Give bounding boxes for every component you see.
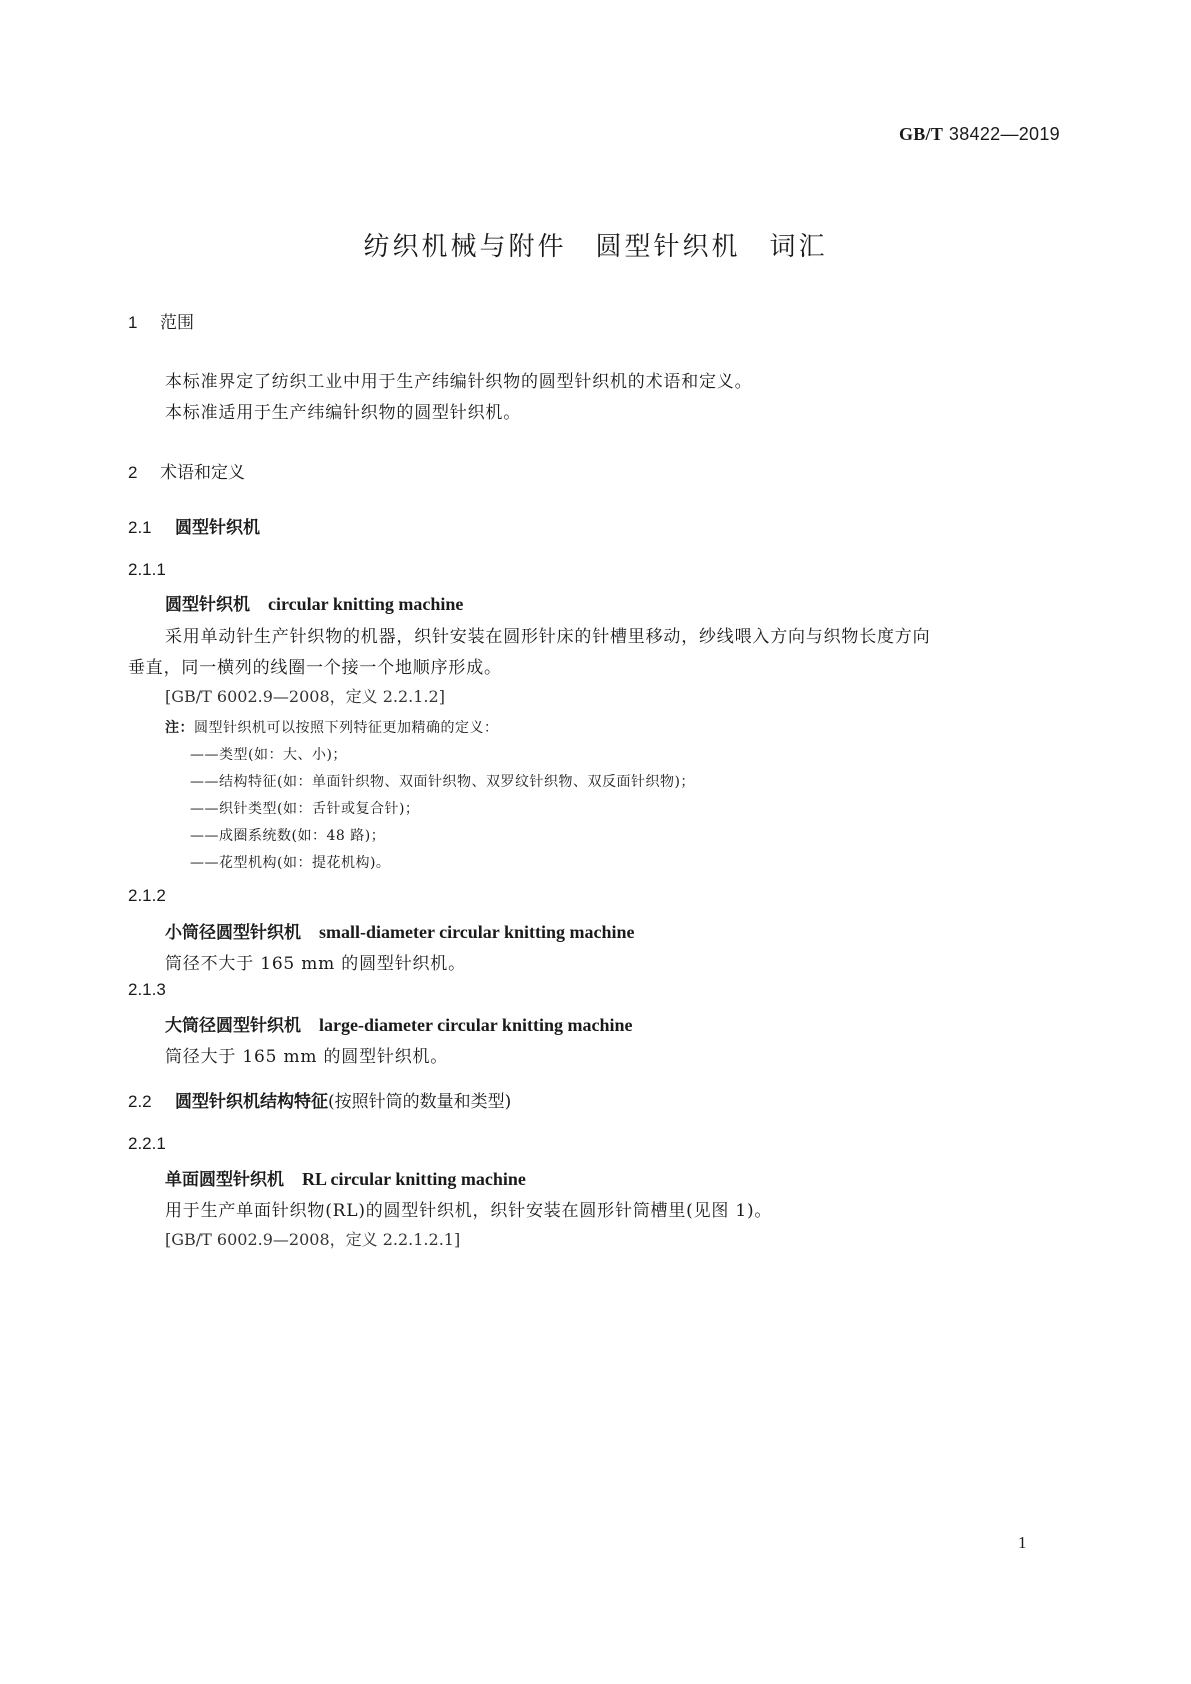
term-english: circular knitting machine xyxy=(268,594,464,614)
note-list-item: ——成圈系统数(如：48 路)； xyxy=(190,828,386,844)
scope-paragraph-2: 本标准适用于生产纬编针织物的圆型针织机。 xyxy=(165,403,521,423)
definition-2-1-1-line-2: 垂直，同一横列的线圈一个接一个地顺序形成。 xyxy=(128,658,502,678)
section-title: 术语和定义 xyxy=(160,463,245,483)
definition-2-1-1-line-1: 采用单动针生产针织物的机器，织针安装在圆形针床的针槽里移动，纱线喂入方向与织物长度方向 xyxy=(165,627,931,647)
source-2-2-1: [GB/T 6002.9—2008，定义 2.2.1.2.1] xyxy=(165,1230,461,1249)
standard-code xyxy=(0,124,1060,145)
clause-2-1-2-number: 2.1.2 xyxy=(128,886,166,905)
term-english: large-diameter circular knitting machine xyxy=(319,1015,633,1035)
definition-2-1-2: 筒径不大于 165 mm 的圆型针织机。 xyxy=(165,954,466,974)
term-english: RL circular knitting machine xyxy=(302,1169,526,1189)
term-chinese: 圆型针织机 xyxy=(165,595,250,615)
clause-2-2-1-number: 2.2.1 xyxy=(128,1134,166,1153)
section-2-heading xyxy=(128,458,245,483)
clause-2-1-1-number: 2.1.1 xyxy=(128,560,166,579)
section-title: 圆型针织机 xyxy=(175,518,260,538)
term-2-1-3 xyxy=(165,1011,632,1036)
note-list-item: ——类型(如：大、小)； xyxy=(190,747,347,763)
standard-prefix: GB/T xyxy=(898,124,944,144)
section-title-qualifier: (按照针筒的数量和类型) xyxy=(328,1092,512,1112)
section-title: 范围 xyxy=(160,313,194,333)
term-chinese: 大筒径圆型针织机 xyxy=(165,1016,301,1036)
term-2-1-2 xyxy=(165,918,634,943)
section-number: 1 xyxy=(128,313,138,332)
note-list-item: ——花型机构(如：提花机构)。 xyxy=(190,855,391,871)
page-number: 1 xyxy=(1018,1533,1027,1552)
note-text: 圆型针织机可以按照下列特征更加精确的定义： xyxy=(194,720,499,736)
definition-2-1-3: 筒径大于 165 mm 的圆型针织机。 xyxy=(165,1047,449,1067)
section-title: 圆型针织机结构特征 xyxy=(175,1092,328,1112)
document-title: 纺织机械与附件 圆型针织机 词汇 xyxy=(363,232,828,262)
section-2-2-heading xyxy=(128,1087,511,1112)
definition-2-2-1: 用于生产单面针织物(RL)的圆型针织机，织针安装在圆形针筒槽里(见图 1)。 xyxy=(165,1201,773,1221)
term-2-2-1 xyxy=(165,1165,526,1190)
note-2-1-1 xyxy=(165,717,499,737)
scope-paragraph-1: 本标准界定了纺织工业中用于生产纬编针织物的圆型针织机的术语和定义。 xyxy=(165,372,753,392)
term-english: small-diameter circular knitting machine xyxy=(319,922,635,942)
note-label: 注： xyxy=(165,720,194,736)
section-number: 2.2 xyxy=(128,1092,152,1111)
note-list-item: ——织针类型(如：舌针或复合针)； xyxy=(190,801,420,817)
note-list-item: ——结构特征(如：单面针织物、双面针织物、双罗纹针织物、双反面针织物)； xyxy=(190,774,695,790)
section-number: 2.1 xyxy=(128,518,152,537)
term-2-1-1 xyxy=(165,590,463,615)
section-2-1-heading xyxy=(128,513,260,538)
section-number: 2 xyxy=(128,463,138,482)
source-2-1-1: [GB/T 6002.9—2008，定义 2.2.1.2] xyxy=(165,687,445,706)
clause-2-1-3-number: 2.1.3 xyxy=(128,980,166,999)
term-chinese: 单面圆型针织机 xyxy=(165,1170,284,1190)
section-1-heading xyxy=(128,308,194,333)
standard-number: 38422—2019 xyxy=(948,124,1060,144)
term-chinese: 小筒径圆型针织机 xyxy=(165,923,301,943)
